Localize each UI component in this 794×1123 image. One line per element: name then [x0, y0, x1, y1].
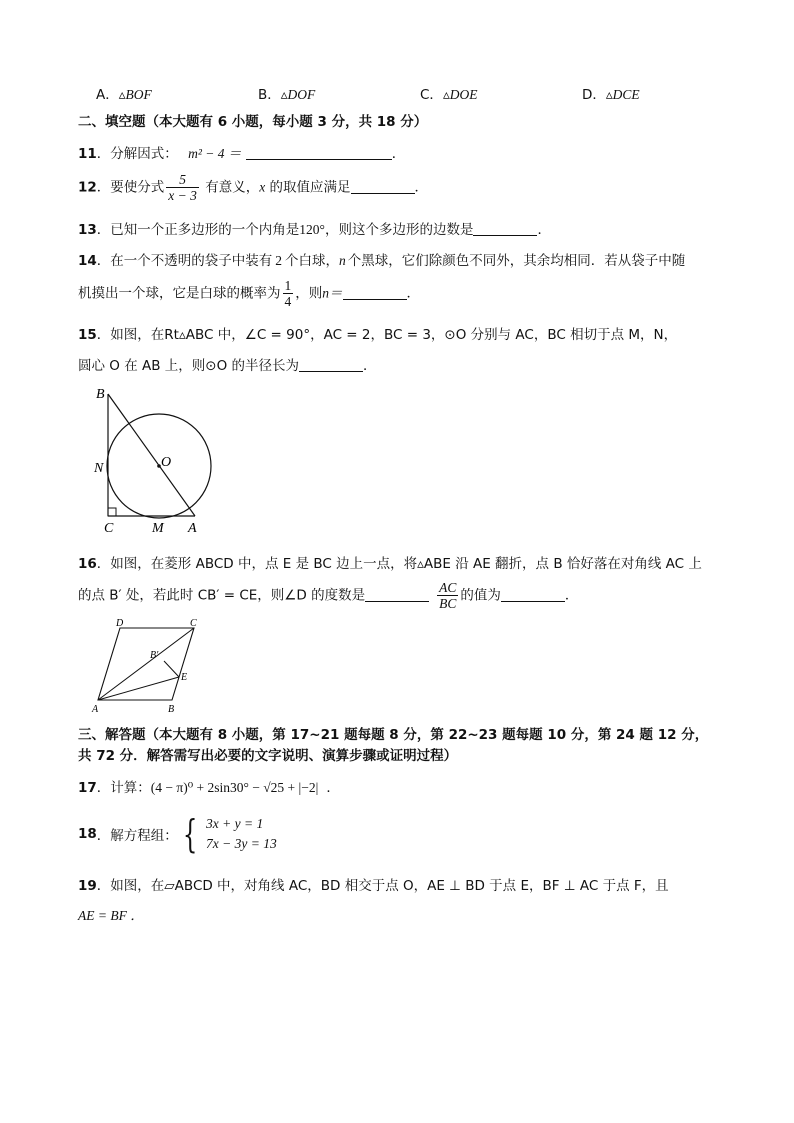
q18-equation-2: 7x − 3y = 13 [205, 836, 277, 851]
question-14-line-1 [78, 249, 685, 269]
q15-number: 15 [78, 327, 97, 343]
section-2-heading: 二、填空题（本大题有 6 小题，每小题 3 分，共 18 分） [78, 114, 428, 130]
q13-post: ，则这个多边形的边数是 [324, 222, 474, 238]
choice-b [258, 83, 315, 103]
q12-fraction-numerator: 5 [166, 172, 199, 188]
segment-ae [98, 677, 179, 700]
question-13 [78, 218, 551, 238]
q15-line-1: ．如图，在Rt▵ABC 中，∠C = 90°，AC = 2，BC = 3，⊙O 分别与 AC，BC 相切于点 M，N， [96, 327, 678, 343]
question-14-line-2 [78, 278, 420, 309]
q13-end: ． [537, 222, 551, 238]
choice-a-text: ▵BOF [118, 87, 152, 102]
label-b-prime: B′ [150, 650, 159, 661]
choice-b-text: ▵DOF [280, 87, 316, 102]
q14-answer-blank[interactable] [343, 285, 407, 300]
diagonal-ac [98, 628, 194, 700]
q18-number: 18 [78, 826, 97, 842]
choice-b-label: B． [258, 87, 281, 103]
q11-number: 11 [78, 146, 97, 162]
question-12 [78, 172, 428, 203]
q16-fraction [437, 580, 458, 611]
q12-fraction [166, 172, 199, 203]
segment-bp-e [164, 661, 179, 677]
label-n: N [94, 461, 104, 476]
q16-fraction-denominator: BC [439, 596, 457, 611]
question-19-line-2: AE = BF ． [78, 908, 144, 923]
label-c: C [104, 521, 114, 536]
q16-line-1: ．如图，在菱形 ABCD 中，点 E 是 BC 边上一点，将▵ABE 沿 AE 翻折，点 B 恰好落在对角线 AC 上 [96, 556, 702, 572]
q16-figure [88, 616, 214, 714]
q15-figure [88, 380, 228, 538]
q14-number: 14 [78, 253, 97, 269]
q12-pre: ．要使分式 [96, 179, 165, 196]
label-d: D [116, 618, 124, 629]
q14-line1-c: 个黑球，它们除颜色不同外，其余均相同．若从袋子中随 [347, 253, 686, 269]
q19-line-1: ．如图，在▱ABCD 中，对角线 AC，BD 相交于点 O，AE ⊥ BD 于点 E，BF ⊥ AC 于点 F，且 [96, 878, 669, 894]
choice-a-label: A． [96, 87, 119, 103]
q14-line2-b: ，则 [295, 285, 323, 302]
q14-line2-a: 机摸出一个球，它是白球的概率为 [78, 285, 281, 302]
label-a: A [188, 521, 197, 536]
q19-number: 19 [78, 878, 97, 894]
q18-text: ．解方程组： [96, 828, 178, 844]
q12-fraction-denominator: x − 3 [168, 188, 197, 203]
q14-line1-a: ．在一个不透明的袋子中装有 [96, 253, 273, 269]
q16-number: 16 [78, 556, 97, 572]
label-a: A [92, 704, 99, 714]
question-19-line-1 [78, 874, 669, 894]
q11-text: ．分解因式： [96, 146, 178, 162]
q14-white-count: 2 [275, 253, 283, 268]
section-3-heading-line-1: 三、解答题（本大题有 8 小题，第 17~21 题每题 8 分，第 22~23 题每题 10 分，第 24 题 12 分， [78, 727, 709, 743]
q18-brace: { [182, 812, 198, 856]
right-angle-mark [108, 508, 116, 516]
question-17 [78, 776, 340, 796]
label-o: O [161, 455, 172, 470]
q12-end: ． [414, 179, 428, 196]
q16-end: ． [564, 587, 579, 604]
q11-expression: m² − 4 ＝ [188, 146, 242, 161]
q11-answer-blank[interactable] [246, 145, 392, 160]
q15-answer-blank[interactable] [299, 357, 363, 372]
choice-d-text: ▵DCE [605, 87, 640, 102]
q14-line2-c: n＝ [322, 285, 343, 301]
q15-end: ． [363, 358, 377, 374]
q17-expression: (4 − π)⁰ + 2sin30° − √25 + |−2| [150, 780, 319, 795]
q13-answer-blank[interactable] [473, 221, 537, 236]
q13-number: 13 [78, 222, 97, 238]
question-18 [78, 814, 277, 854]
q14-fraction-numerator: 1 [284, 278, 292, 293]
q17-number: 17 [78, 780, 97, 796]
q12-mid: 有意义， [200, 179, 260, 196]
choice-a [96, 83, 152, 103]
q12-variable: x [259, 179, 266, 195]
q14-var-n: n [339, 253, 346, 268]
q16-answer-blank-1[interactable] [365, 587, 429, 602]
label-b: B [96, 387, 105, 402]
q16-fraction-numerator: AC [439, 580, 457, 595]
q12-post: 的取值应满足 [265, 179, 351, 196]
q15-line-2: 圆心 O 在 AB 上，则⊙O 的半径长为 [78, 358, 300, 374]
q13-pre: ．已知一个正多边形的一个内角是 [96, 222, 300, 238]
q16-line2-a: 的点 B′ 处，若此时 CB′ = CE，则∠D 的度数是 [78, 587, 366, 604]
choice-c [420, 83, 477, 103]
q14-fraction-denominator: 4 [284, 294, 292, 309]
q11-end: ． [391, 146, 406, 162]
choice-d-label: D． [582, 87, 606, 103]
q12-number: 12 [78, 179, 97, 196]
question-16-line-2 [78, 580, 578, 611]
label-e: E [181, 672, 188, 683]
q13-angle: 120° [299, 222, 325, 237]
q17-end: ． [326, 780, 340, 796]
q16-line2-b: 的值为 [460, 587, 501, 604]
q18-system [202, 814, 277, 854]
q14-fraction [283, 278, 294, 309]
choice-c-text: ▵DOE [442, 87, 478, 102]
label-b: B [168, 704, 175, 714]
q12-answer-blank[interactable] [351, 179, 415, 194]
choice-d [582, 83, 640, 103]
question-15-line-2 [78, 354, 377, 374]
q17-text: ．计算： [96, 780, 151, 796]
question-11 [78, 142, 405, 162]
question-15-line-1 [78, 323, 677, 343]
q16-answer-blank-2[interactable] [501, 587, 565, 602]
q14-line1-b: 个白球， [285, 253, 340, 269]
segment-ab [108, 394, 195, 516]
question-16-line-1 [78, 552, 702, 572]
label-c: C [190, 618, 197, 629]
choice-c-label: C． [420, 87, 443, 103]
label-m: M [152, 521, 164, 536]
section-3-heading-line-2: 共 72 分．解答需写出必要的文字说明、演算步骤或证明过程） [78, 748, 458, 764]
q18-equation-1: 3x + y = 1 [205, 816, 264, 831]
q14-end: ． [406, 285, 420, 302]
